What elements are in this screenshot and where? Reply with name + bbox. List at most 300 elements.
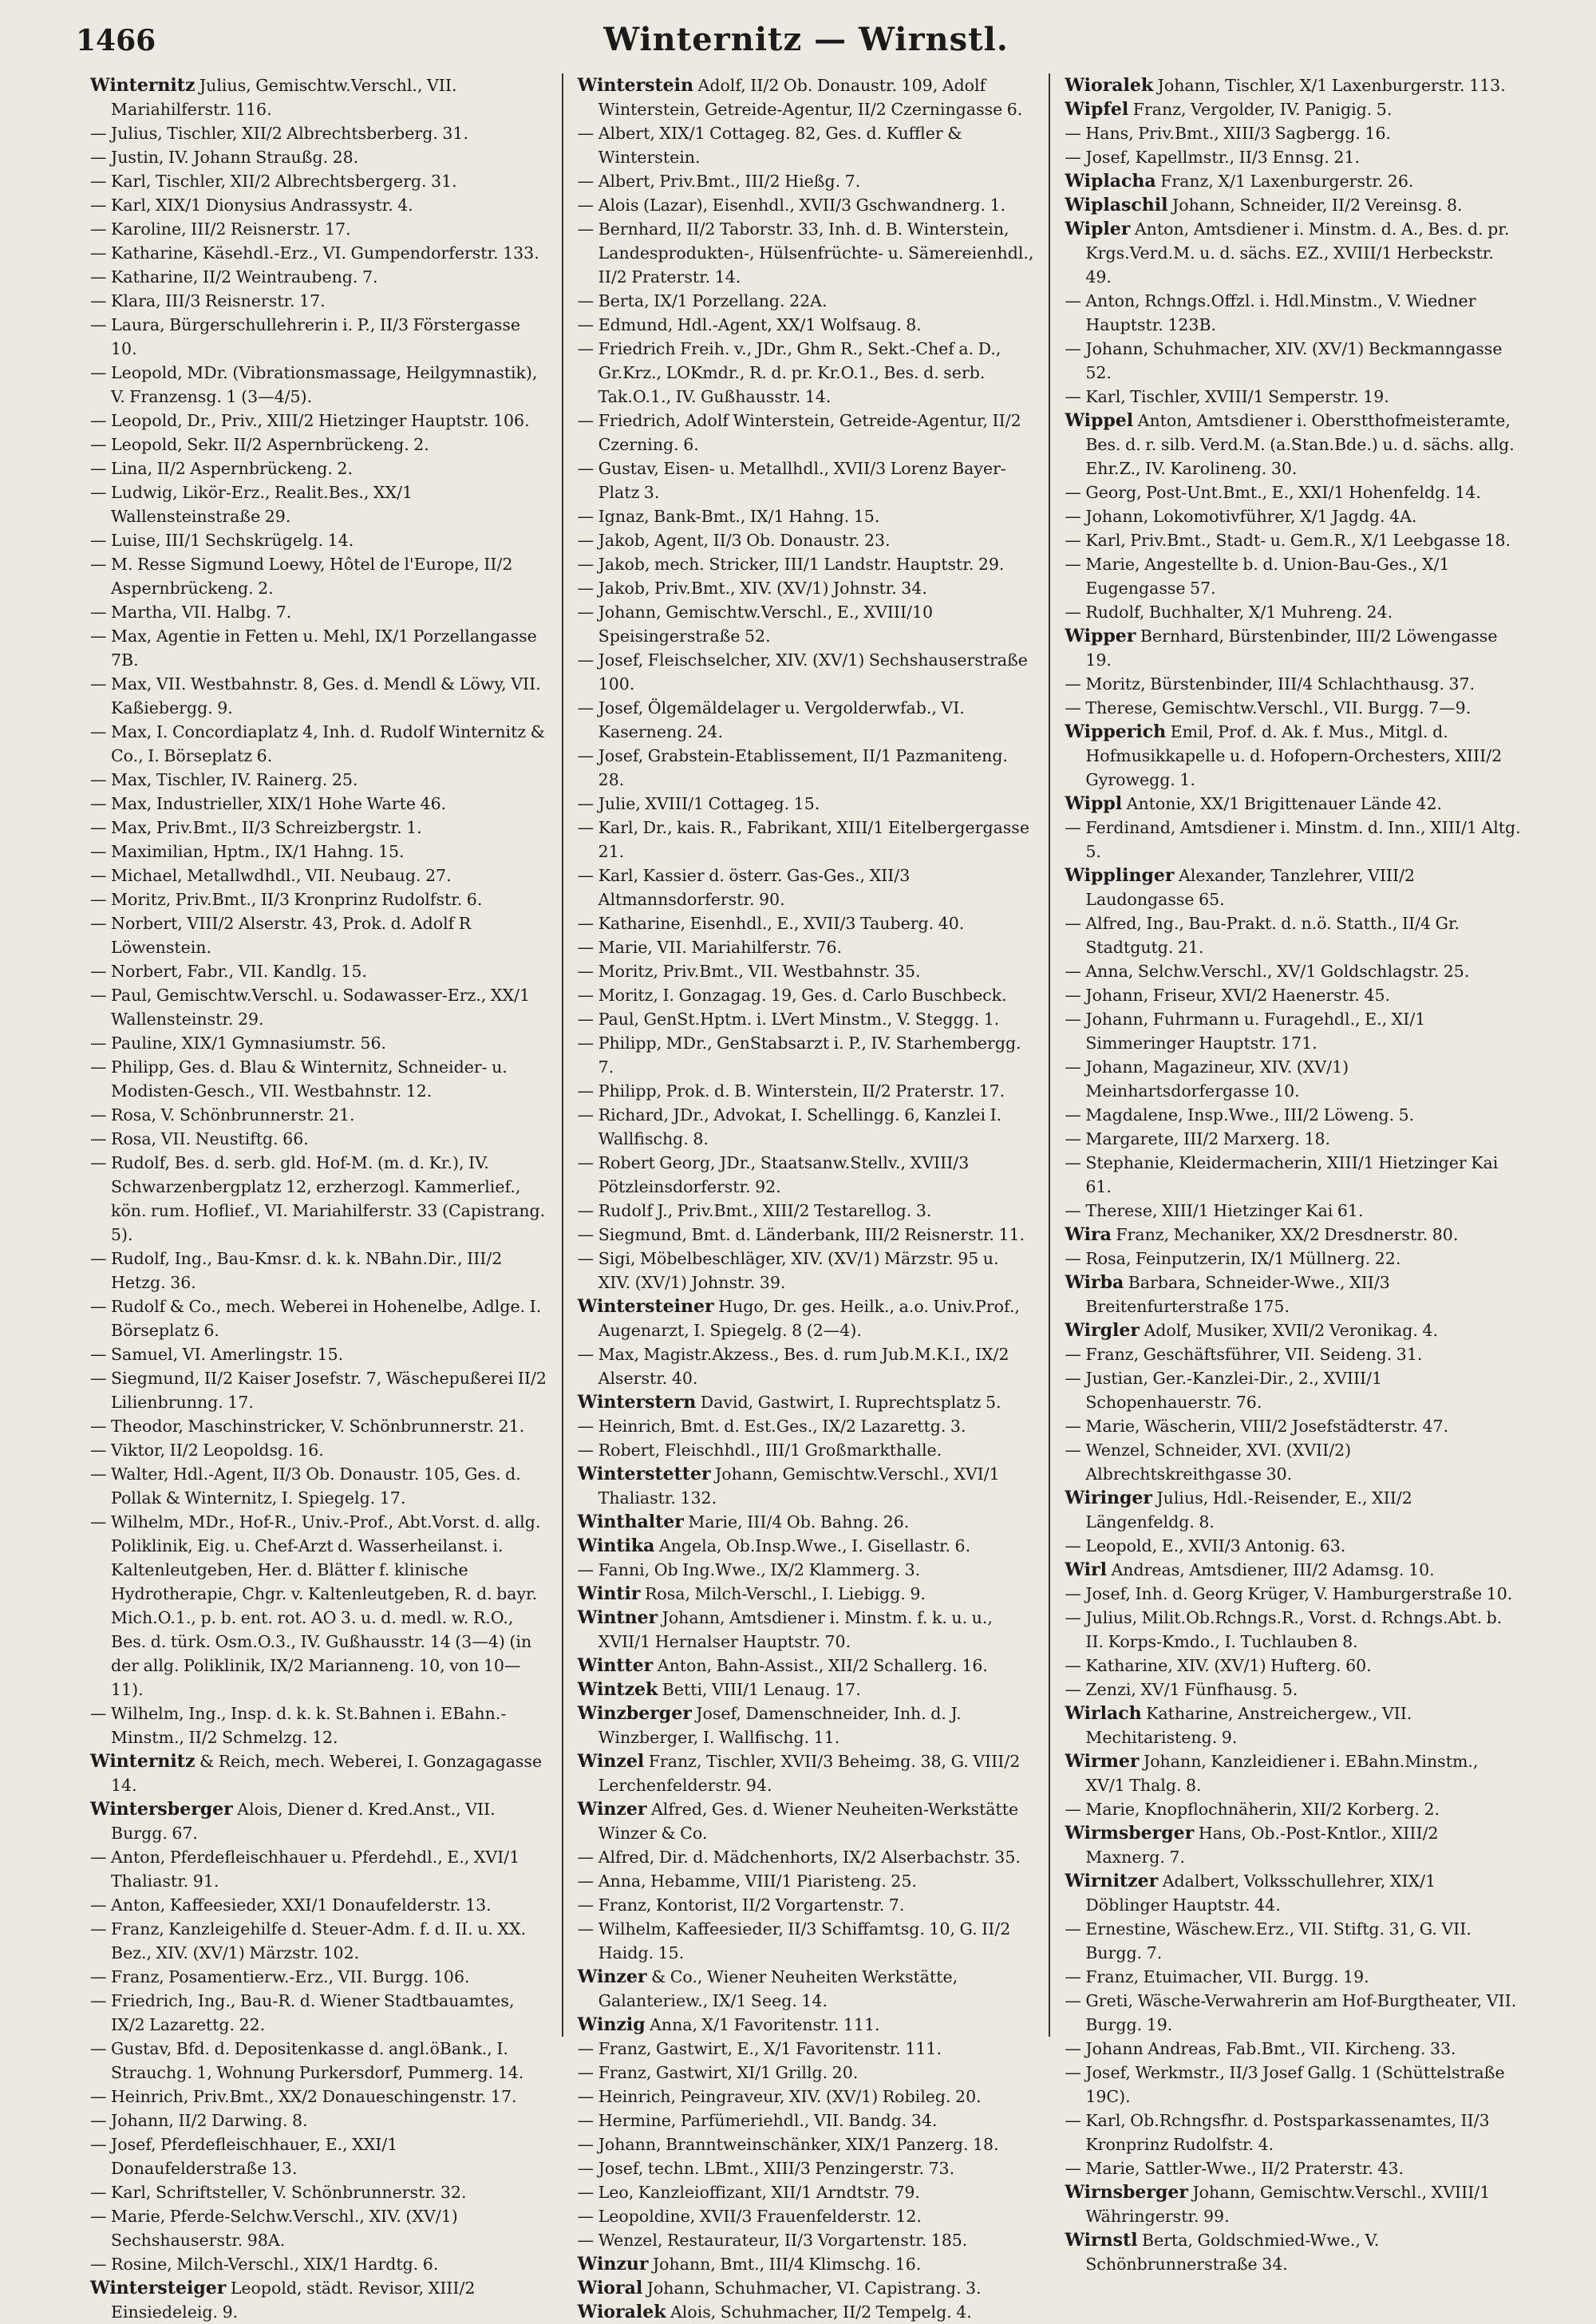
entry-surname: Wirlach (1065, 1703, 1142, 1724)
directory-entry (1065, 1702, 1522, 1749)
entry-text: — Leopold, E., XVII/3 Antonig. 63. (1065, 1536, 1346, 1555)
entry-text: Rosa, Milch-Verschl., I. Liebigg. 9. (640, 1584, 926, 1603)
entry-text: — Jakob, Priv.Bmt., XIV. (XV/1) Johnstr. 34. (577, 579, 927, 598)
directory-entry (1065, 1007, 1522, 1055)
directory-entry (578, 552, 1035, 576)
directory-entry (1065, 1318, 1522, 1342)
entry-text: Barbara, Schneider-Wwe., XII/3 Breitenfurterstraße 175. (1085, 1273, 1390, 1316)
entry-text: — Robert, Fleischhdl., III/1 Großmarkthalle. (577, 1441, 942, 1460)
entry-text: — Gustav, Bfd. d. Depositenkasse d. angl.öBank., I. Strauchg. 1, Wohnung Purkersdorf, Pummerg. 14. (90, 2039, 524, 2082)
directory-entry (578, 2037, 1035, 2061)
entry-text: — Fanni, Ob Ing.Wwe., IX/2 Klammerg. 3. (577, 1560, 921, 1579)
entry-text: — Karl, Tischler, XII/2 Albrechtsbergerg. 31. (90, 172, 457, 191)
directory-entry (1065, 1199, 1522, 1223)
entry-text: — Karl, XIX/1 Dionysius Andrassystr. 4. (90, 196, 413, 215)
directory-entry (578, 1965, 1035, 2013)
entry-text: — Karl, Ob.Rchngsfhr. d. Postsparkassenamtes, II/3 Kronprinz Rudolfstr. 4. (1065, 2111, 1490, 2154)
entry-text: — Philipp, MDr., GenStabsarzt i. P., IV. Starhembergg. 7. (577, 1034, 1021, 1077)
directory-entry (578, 1103, 1035, 1151)
entry-text: — Friedrich, Adolf Winterstein, Getreide-Agentur, II/2 Czerning. 6. (577, 411, 1021, 454)
directory-entry (1065, 1486, 1522, 1534)
directory-entry (90, 552, 547, 600)
directory-entry (1065, 1223, 1522, 1247)
directory-entry (1065, 1127, 1522, 1151)
entry-text: — Leo, Kanzleioffizant, XII/1 Arndtstr. 79. (577, 2183, 920, 2202)
directory-entry (578, 1797, 1035, 1845)
directory-entry (578, 935, 1035, 959)
entry-text: — Albert, XIX/1 Cottageg. 82, Ges. d. Kuffler & Winterstein. (577, 124, 962, 167)
directory-entry (578, 600, 1035, 648)
directory-entry (1065, 1654, 1522, 1678)
entry-text: — Johann, Magazineur, XIV. (XV/1) Meinhartsdorfergasse 10. (1065, 1057, 1349, 1101)
directory-entry (578, 1414, 1035, 1438)
entry-text: — Marie, Knopflochnäherin, XII/2 Korberg. 2. (1065, 1800, 1440, 1819)
entry-text: Alois, Diener d. Kred.Anst., VII. Burgg. 67. (111, 1800, 496, 1843)
entry-text: Johann, Schneider, II/2 Vereinsg. 8. (1167, 196, 1463, 215)
entry-text: — Martha, VII. Halbg. 7. (90, 603, 292, 622)
entry-text: — Johann, Branntweinschänker, XIX/1 Panzerg. 18. (577, 2135, 999, 2154)
entry-text: — Karl, Dr., kais. R., Fabrikant, XIII/1 Eitelbergergasse 21. (577, 818, 1029, 861)
entry-surname: Wipplinger (1065, 865, 1175, 886)
directory-entry (1065, 1678, 1522, 1702)
entry-surname: Winzur (577, 2254, 649, 2275)
directory-entry (578, 648, 1035, 696)
entry-surname: Wintner (577, 1607, 658, 1628)
directory-entry (578, 1079, 1035, 1103)
entry-text: Hugo, Dr. ges. Heilk., a.o. Univ.Prof., Augenarzt, I. Spiegelg. 8 (2—4). (598, 1297, 1020, 1340)
entry-text: — Rudolf & Co., mech. Weberei in Hohenelbe, Adlge. I. Börseplatz 6. (90, 1297, 542, 1340)
entry-text: — Julius, Tischler, XII/2 Albrechtsberberg. 31. (90, 124, 468, 143)
directory-entry (1065, 1247, 1522, 1271)
directory-entry (578, 983, 1035, 1007)
entry-text: — Bernhard, II/2 Taborstr. 33, Inh. d. B. Winterstein, Landesprodukten-, Hülsenfrüchte- u. Sämereienhdl., II/2 Praterstr. 14. (577, 219, 1034, 287)
directory-entry (90, 1247, 547, 1294)
entry-text: — Franz, Gastwirt, E., X/1 Favoritenstr. 111. (577, 2039, 942, 2058)
entry-surname: Wirnitzer (1065, 1871, 1159, 1891)
entry-text: — Karl, Priv.Bmt., Stadt- u. Gem.R., X/1 Leebgasse 18. (1065, 531, 1511, 550)
entry-text: — Therese, XIII/1 Hietzinger Kai 61. (1065, 1201, 1364, 1220)
entry-text: — Alfred, Ing., Bau-Prakt. d. n.ö. Statth., II/4 Gr. Stadtgutg. 21. (1065, 914, 1460, 957)
directory-entry (1065, 959, 1522, 983)
entry-text: — Margarete, III/2 Marxerg. 18. (1065, 1129, 1331, 1148)
entry-text: — Marie, Wäscherin, VIII/2 Josefstädterstr. 47. (1065, 1417, 1449, 1436)
directory-entry (578, 2109, 1035, 2132)
entry-text: — Franz, Kanzleigehilfe d. Steuer-Adm. f. d. II. u. XX. Bez., XIV. (XV/1) Märzstr. 102. (90, 1919, 527, 1962)
directory-entry (1065, 289, 1522, 337)
entry-text: — Richard, JDr., Advokat, I. Schellingg. 6, Kanzlei I. Wallfischg. 8. (577, 1105, 1002, 1148)
entry-surname: Winzer (577, 1799, 647, 1820)
entry-text: Hans, Ob.-Post-Kntlor., XIII/2 Maxnerg. 7. (1085, 1824, 1439, 1867)
directory-entry (90, 480, 547, 528)
directory-entry (90, 193, 547, 217)
entry-text: — Max, Industrieller, XIX/1 Hohe Warte 46. (90, 794, 447, 813)
directory-entry (90, 887, 547, 911)
entry-text: — Rosine, Milch-Verschl., XIX/1 Hardtg. 6. (90, 2255, 439, 2274)
entry-text: Josef, Damenschneider, Inh. d. J. Winzberger, I. Wallfischg. 11. (598, 1704, 962, 1747)
entry-text: — Friedrich Freih. v., JDr., Ghm R., Sekt.-Chef a. D., Gr.Krz., LOKmdr., R. d. pr. Kr.O.1., Bes. d. serb. Tak.O.1., IV. Gußhausstr. 14. (577, 339, 1001, 406)
entry-text: Katharine, Anstreichergew., VII. Mechitaristeng. 9. (1085, 1704, 1412, 1747)
directory-entry (1065, 504, 1522, 528)
entry-text: — Johann, Lokomotivführer, X/1 Jagdg. 4A. (1065, 507, 1417, 526)
directory-entry (90, 528, 547, 552)
entry-text: — Alois (Lazar), Eisenhdl., XVII/3 Gschwandnerg. 1. (577, 196, 1006, 215)
entry-text: — Ferdinand, Amtsdiener i. Minstm. d. Inn., XIII/1 Altg. 5. (1065, 818, 1521, 861)
entry-surname: Wirba (1065, 1272, 1124, 1293)
entry-surname: Wirnsberger (1065, 2182, 1188, 2203)
directory-columns (76, 73, 1536, 2322)
entry-text: — Hans, Priv.Bmt., XIII/3 Sagbergg. 16. (1065, 124, 1391, 143)
entry-text: — Pauline, XIX/1 Gymnasiumstr. 56. (90, 1034, 387, 1053)
directory-entry (90, 792, 547, 816)
directory-entry (90, 1031, 547, 1055)
entry-text: — Max, VII. Westbahnstr. 8, Ges. d. Mendl & Löwy, VII. Kaßiebergg. 9. (90, 674, 541, 717)
directory-entry (578, 337, 1035, 409)
directory-entry (578, 1869, 1035, 1893)
entry-text: — Josef, techn. LBmt., XIII/3 Penzingerstr. 73. (577, 2159, 955, 2178)
entry-text: — Marie, VII. Mariahilferstr. 76. (577, 938, 843, 957)
entry-text: — Berta, IX/1 Porzellang. 22A. (577, 291, 828, 310)
entry-text: — Ernestine, Wäschew.Erz., VII. Stiftg. 31, G. VII. Burgg. 7. (1065, 1919, 1472, 1962)
entry-text: — Jakob, mech. Stricker, III/1 Landstr. Hauptstr. 29. (577, 555, 1005, 574)
directory-entry (90, 1151, 547, 1247)
entry-text: Franz, Vergolder, IV. Panigig. 5. (1128, 100, 1393, 119)
entry-surname: Wiplacha (1065, 171, 1156, 192)
directory-entry (90, 265, 547, 289)
directory-entry (1065, 1582, 1522, 1606)
directory-entry (90, 1965, 547, 1989)
directory-entry (90, 2204, 547, 2252)
directory-entry (578, 1294, 1035, 1342)
entry-text: Anna, X/1 Favoritenstr. 111. (645, 2015, 880, 2034)
entry-surname: Winzig (577, 2014, 646, 2035)
entry-text: — Heinrich, Bmt. d. Est.Ges., IX/2 Lazarettg. 3. (577, 1417, 966, 1436)
directory-entry (578, 816, 1035, 864)
entry-text: — Moritz, Priv.Bmt., VII. Westbahnstr. 35. (577, 962, 921, 981)
entry-text: — Anna, Hebamme, VIII/1 Piaristeng. 25. (577, 1871, 917, 1891)
entry-text: — Josef, Werkmstr., II/3 Josef Gallg. 1 (Schüttelstraße 19C). (1065, 2063, 1505, 2106)
entry-text: — Philipp, Ges. d. Blau & Winternitz, Schneider- u. Modisten-Gesch., VII. Westbahnstr. 12. (90, 1057, 508, 1101)
directory-entry (578, 1390, 1035, 1414)
entry-surname: Wirmer (1065, 1751, 1140, 1772)
directory-entry (1065, 97, 1522, 121)
entry-text: — Justian, Ger.-Kanzlei-Dir., 2., XVIII/1 Schopenhauerstr. 76. (1065, 1369, 1383, 1412)
directory-entry (1065, 1749, 1522, 1797)
directory-entry (90, 145, 547, 169)
entry-text: — Lina, II/2 Aspernbrückeng. 2. (90, 459, 353, 478)
entry-surname: Wintzek (577, 1679, 658, 1700)
entry-text: — Sigi, Möbelbeschläger, XIV. (XV/1) Märzstr. 95 u. XIV. (XV/1) Johnstr. 39. (577, 1249, 999, 1292)
entry-text: — Karl, Schriftsteller, V. Schönbrunnerstr. 32. (90, 2183, 467, 2202)
directory-entry (578, 1342, 1035, 1390)
entry-text: — Norbert, VIII/2 Alserstr. 43, Prok. d. Adolf R Löwenstein. (90, 914, 472, 957)
entry-text: & Co., Wiener Neuheiten Werkstätte, Galanteriew., IX/1 Seeg. 14. (598, 1967, 958, 2010)
directory-entry (578, 528, 1035, 552)
entry-text: Berta, Goldschmied-Wwe., V. Schönbrunnerstraße 34. (1085, 2231, 1380, 2274)
directory-entry (1065, 1606, 1522, 1654)
directory-entry (90, 169, 547, 193)
directory-entry (578, 1845, 1035, 1869)
entry-text: — Franz, Gastwirt, XI/1 Grillg. 20. (577, 2063, 859, 2082)
entry-text: — Josef, Grabstein-Etablissement, II/1 Pazmaniteng. 28. (577, 746, 1008, 789)
directory-entry (1065, 1917, 1522, 1965)
entry-surname: Wiplaschil (1065, 195, 1168, 215)
directory-entry (90, 1702, 547, 1749)
directory-entry (1065, 217, 1522, 289)
entry-text: Antonie, XX/1 Brigittenauer Lände 42. (1122, 794, 1443, 813)
directory-entry (90, 1366, 547, 1414)
entry-text: — Maximilian, Hptm., IX/1 Hahng. 15. (90, 842, 405, 861)
entry-surname: Wintersteiner (577, 1296, 714, 1317)
directory-entry (1065, 600, 1522, 624)
directory-entry (1065, 145, 1522, 169)
directory-entry (1065, 2180, 1522, 2228)
directory-entry (90, 361, 547, 409)
directory-entry (90, 1127, 547, 1151)
entry-text: — Klara, III/3 Reisnerstr. 17. (90, 291, 326, 310)
entry-text: — Rudolf, Buchhalter, X/1 Muhreng. 24. (1065, 603, 1393, 622)
directory-entry (1065, 792, 1522, 816)
directory-entry (578, 1462, 1035, 1510)
directory-entry (1065, 1438, 1522, 1486)
entry-surname: Winzer (577, 1966, 647, 1987)
directory-entry (90, 2109, 547, 2132)
entry-text: — Walter, Hdl.-Agent, II/3 Ob. Donaustr. 105, Ges. d. Pollak & Winternitz, I. Spiegelg. 17. (90, 1464, 521, 1508)
entry-text: Johann, Schuhmacher, VI. Capistrang. 3. (642, 2279, 982, 2298)
directory-entry (90, 840, 547, 864)
entry-text: Franz, Tischler, XVII/3 Beheimg. 38, G. VIII/2 Lerchenfelderstr. 94. (598, 1752, 1021, 1795)
directory-entry (90, 313, 547, 361)
entry-text: — Franz, Geschäftsführer, VII. Seideng. 31. (1065, 1345, 1423, 1364)
directory-entry (578, 1223, 1035, 1247)
directory-entry (1065, 816, 1522, 864)
entry-text: — Friedrich, Ing., Bau-R. d. Wiener Stadtbauamtes, IX/2 Lazarettg. 22. (90, 1991, 515, 2034)
directory-entry (1065, 1414, 1522, 1438)
directory-entry (578, 576, 1035, 600)
directory-entry (578, 696, 1035, 744)
entry-text: Betti, VIII/1 Lenaug. 17. (658, 1680, 861, 1699)
entry-text: Angela, Ob.Insp.Wwe., I. Gisellastr. 6. (654, 1536, 971, 1555)
directory-entry (1065, 983, 1522, 1007)
entry-surname: Wiringer (1065, 1488, 1152, 1508)
entry-text: — Philipp, Prok. d. B. Winterstein, II/2 Praterstr. 17. (577, 1081, 1005, 1101)
directory-entry (1065, 409, 1522, 480)
entry-text: — Paul, GenSt.Hptm. i. LVert Minstm., V. Steggg. 1. (577, 1010, 1000, 1029)
entry-text: — Rudolf, Ing., Bau-Kmsr. d. k. k. NBahn.Dir., III/2 Hetzg. 36. (90, 1249, 503, 1292)
entry-text: — Franz, Posamentierw.-Erz., VII. Burgg. 106. (90, 1967, 470, 1986)
directory-entry (90, 2085, 547, 2109)
directory-entry (578, 1654, 1035, 1678)
entry-text: — Rosa, V. Schönbrunnerstr. 21. (90, 1105, 355, 1124)
entry-text: David, Gastwirt, I. Ruprechtsplatz 5. (696, 1393, 1001, 1412)
directory-entry (90, 73, 547, 121)
directory-entry (90, 217, 547, 241)
entry-text: — Max, Tischler, IV. Rainerg. 25. (90, 770, 358, 789)
running-head: Winternitz — Wirnstl. (603, 21, 1009, 58)
entry-surname: Winternitz (90, 75, 196, 96)
entry-text: — Max, Agentie in Fetten u. Mehl, IX/1 Porzellangasse 7B. (90, 626, 537, 670)
entry-text: Alfred, Ges. d. Wiener Neuheiten-Werkstätte Winzer & Co. (598, 1800, 1019, 1843)
entry-surname: Winthalter (577, 1512, 684, 1532)
entry-text: — Anton, Kaffeesieder, XXI/1 Donaufelderstr. 13. (90, 1895, 492, 1915)
entry-text: — Anton, Rchngs.Offzl. i. Hdl.Minstm., V. Wiedner Hauptstr. 123B. (1065, 291, 1476, 334)
entry-text: Anton, Amtsdiener i. Oberstthofmeisteramte, Bes. d. r. silb. Verd.M. (a.Stan.Bde.) u. d. sächs. allg. Ehr.Z., IV. Karolineng. 30. (1085, 411, 1515, 478)
directory-entry (90, 241, 547, 265)
entry-text: — Leopold, MDr. (Vibrationsmassage, Heilgymnastik), V. Franzensg. 1 (3—4/5). (90, 363, 538, 406)
directory-entry (90, 2276, 547, 2324)
entry-text: — Ludwig, Likör-Erz., Realit.Bes., XX/1 Wallensteinstraße 29. (90, 483, 413, 526)
directory-entry (1065, 2109, 1522, 2156)
directory-entry (90, 1749, 547, 1797)
entry-text: Emil, Prof. d. Ak. f. Mus., Mitgl. d. Hofmusikkapelle u. d. Hofopern-Orchesters, XIII/2 Gyrowegg. 1. (1085, 722, 1503, 789)
entry-text: — Robert Georg, JDr., Staatsanw.Stellv., XVIII/3 Pötzleinsdorferstr. 92. (577, 1153, 970, 1196)
entry-text: — Theodor, Maschinstricker, V. Schönbrunnerstr. 21. (90, 1417, 525, 1436)
directory-entry (1065, 1558, 1522, 1582)
column-2 (562, 73, 1049, 2322)
entry-surname: Wipperich (1065, 721, 1167, 742)
column-1 (76, 73, 562, 2322)
entry-surname: Wirgler (1065, 1320, 1140, 1341)
entry-surname: Wintir (577, 1583, 641, 1604)
directory-entry (90, 433, 547, 457)
entry-text: — Rosa, Feinputzerin, IX/1 Müllnerg. 22. (1065, 1249, 1401, 1268)
entry-text: — Marie, Pferde-Selchw.Verschl., XIV. (XV/1) Sechshauserstr. 98A. (90, 2207, 458, 2250)
directory-entry (1065, 385, 1522, 409)
entry-text: — Samuel, VI. Amerlingstr. 15. (90, 1345, 344, 1364)
entry-text: — Karl, Tischler, XVIII/1 Semperstr. 19. (1065, 387, 1389, 406)
directory-entry (90, 720, 547, 768)
directory-entry (90, 289, 547, 313)
directory-entry (1065, 1366, 1522, 1414)
directory-entry (90, 1510, 547, 1702)
directory-entry (90, 911, 547, 959)
directory-entry (578, 2300, 1035, 2324)
directory-entry (90, 1893, 547, 1917)
entry-surname: Wintika (577, 1536, 655, 1556)
directory-entry (90, 2037, 547, 2085)
directory-entry (1065, 2037, 1522, 2061)
entry-text: — Rudolf, Bes. d. serb. gld. Hof-M. (m. d. Kr.), IV. Schwarzenbergplatz 12, erzherzogl. Kammerlief., kön. rum. Hoflief., VI. Mariahilferstr. 33 (Capistrang. 5). (90, 1153, 546, 1244)
directory-entry (1065, 2156, 1522, 2180)
directory-entry (90, 768, 547, 792)
entry-surname: Wipper (1065, 626, 1136, 646)
directory-entry (578, 193, 1035, 217)
entry-text: — Johann Andreas, Fab.Bmt., VII. Kircheng. 33. (1065, 2039, 1456, 2058)
entry-text: — Josef, Inh. d. Georg Krüger, V. Hamburgerstraße 10. (1065, 1584, 1513, 1603)
entry-text: — Heinrich, Priv.Bmt., XX/2 Donaueschingenstr. 17. (90, 2087, 517, 2106)
directory-entry (578, 1749, 1035, 1797)
directory-entry (90, 1845, 547, 1893)
page-number: 1466 (76, 24, 156, 57)
directory-entry (1065, 864, 1522, 911)
directory-entry (90, 2180, 547, 2204)
directory-entry (1065, 1342, 1522, 1366)
entry-text: — Moritz, Priv.Bmt., II/3 Kronprinz Rudolfstr. 6. (90, 890, 483, 909)
entry-text: — Georg, Post-Unt.Bmt., E., XXI/1 Hohenfeldg. 14. (1065, 483, 1481, 502)
directory-entry (90, 816, 547, 840)
entry-surname: Wippel (1065, 410, 1134, 431)
entry-text: Marie, III/4 Ob. Bahng. 26. (683, 1512, 910, 1532)
directory-entry (90, 983, 547, 1031)
entry-text: — Siegmund, II/2 Kaiser Josefstr. 7, Wäschepußerei II/2 Lilienbrunng. 17. (90, 1369, 547, 1412)
directory-entry (578, 959, 1035, 983)
entry-text: — Katharine, XIV. (XV/1) Hufterg. 60. (1065, 1656, 1372, 1675)
entry-text: — Rudolf J., Priv.Bmt., XIII/2 Testarellog. 3. (577, 1201, 932, 1220)
entry-text: — Leopoldine, XVII/3 Frauenfelderstr. 12. (577, 2207, 922, 2226)
directory-entry (90, 600, 547, 624)
directory-entry (578, 73, 1035, 121)
directory-entry (578, 1007, 1035, 1031)
entry-text: Bernhard, Bürstenbinder, III/2 Löwengasse 19. (1085, 626, 1498, 670)
directory-entry (578, 409, 1035, 457)
entry-surname: Wioral (577, 2278, 643, 2298)
entry-text: Leopold, städt. Revisor, XIII/2 Einsiedeleig. 9. (111, 2279, 476, 2322)
entry-text: — Max, Priv.Bmt., II/3 Schreizbergstr. 1. (90, 818, 422, 837)
entry-text: — Josef, Fleischselcher, XIV. (XV/1) Sechshauserstraße 100. (577, 650, 1028, 694)
directory-entry (578, 744, 1035, 792)
column-3 (1049, 73, 1536, 2274)
entry-surname: Wirnstl (1065, 2230, 1138, 2251)
entry-text: — Albert, Priv.Bmt., III/2 Hießg. 7. (577, 172, 861, 191)
entry-text: Anton, Bahn-Assist., XII/2 Schallerg. 16. (653, 1656, 988, 1675)
directory-entry (578, 911, 1035, 935)
directory-entry (90, 2252, 547, 2276)
directory-entry (578, 1031, 1035, 1079)
entry-surname: Winterstein (577, 75, 693, 96)
directory-entry (90, 959, 547, 983)
entry-surname: Wirl (1065, 1559, 1107, 1580)
entry-text: — Josef, Pferdefleischhauer, E., XXI/1 Donaufelderstraße 13. (90, 2135, 398, 2178)
directory-entry (90, 1342, 547, 1366)
directory-entry (1065, 193, 1522, 217)
directory-entry (1065, 672, 1522, 696)
entry-text: — Marie, Sattler-Wwe., II/2 Praterstr. 43. (1065, 2159, 1404, 2178)
directory-entry (1065, 1271, 1522, 1318)
entry-text: — Laura, Bürgerschullehrerin i. P., II/3 Förstergasse 10. (90, 315, 520, 358)
directory-entry (578, 1702, 1035, 1749)
directory-entry (578, 289, 1035, 313)
directory-entry (1065, 696, 1522, 720)
entry-text: — Johann, Schuhmacher, XIV. (XV/1) Beckmanngasse 52. (1065, 339, 1503, 382)
entry-text: — Edmund, Hdl.-Agent, XX/1 Wolfsaug. 8. (577, 315, 922, 334)
directory-entry (1065, 1965, 1522, 1989)
directory-entry (1065, 2061, 1522, 2109)
entry-text: — Marie, Angestellte b. d. Union-Bau-Ges., X/1 Eugengasse 57. (1065, 555, 1450, 598)
directory-entry (1065, 1869, 1522, 1917)
entry-text: Johann, Amtsdiener i. Minstm. f. k. u. u., XVII/1 Hernalser Hauptstr. 70. (598, 1608, 993, 1651)
directory-entry (578, 864, 1035, 911)
directory-entry (90, 121, 547, 145)
entry-text: — Jakob, Agent, II/3 Ob. Donaustr. 23. (577, 531, 891, 550)
entry-text: — Michael, Metallwdhdl., VII. Neubaug. 27. (90, 866, 452, 885)
entry-text: Alexander, Tanzlehrer, VIII/2 Laudongasse 65. (1085, 866, 1416, 909)
entry-text: Alois, Schuhmacher, II/2 Tempelg. 4. (666, 2302, 972, 2322)
directory-entry (578, 2156, 1035, 2180)
directory-entry (90, 624, 547, 672)
directory-entry (578, 1606, 1035, 1654)
directory-entry (578, 1199, 1035, 1223)
entry-text: — Max, Magistr.Akzess., Bes. d. rum Jub.M.K.I., IX/2 Alserstr. 40. (577, 1345, 1009, 1388)
entry-text: — Alfred, Dir. d. Mädchenhorts, IX/2 Alserbachstr. 35. (577, 1848, 1021, 1867)
entry-text: Franz, Mechaniker, XX/2 Dresdnerstr. 80. (1111, 1225, 1459, 1244)
entry-text: Anton, Amtsdiener i. Minstm. d. A., Bes. d. pr. Krgs.Verd.M. u. d. sächs. EZ., XVIII/1 Herbeckstr. 49. (1085, 219, 1510, 287)
entry-text: — Moritz, I. Gonzagag. 19, Ges. d. Carlo Buschbeck. (577, 986, 1007, 1005)
directory-entry (90, 409, 547, 433)
directory-entry (1065, 720, 1522, 792)
directory-entry (1065, 480, 1522, 504)
directory-entry (578, 2204, 1035, 2228)
entry-text: Johann, Gemischtw.Verschl., XVI/1 Thaliastr. 132. (598, 1464, 1000, 1508)
directory-entry (90, 1797, 547, 1845)
